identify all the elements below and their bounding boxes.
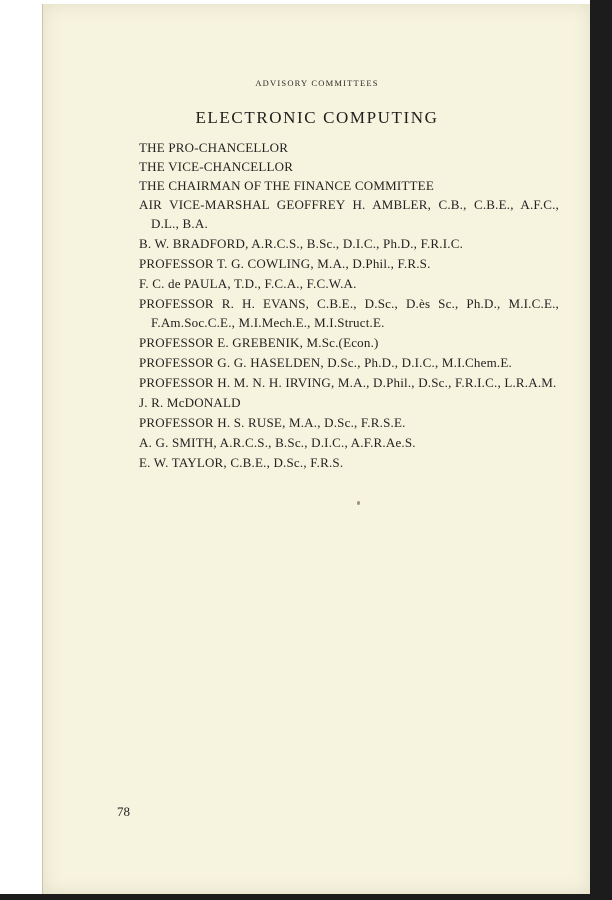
member-entry: THE CHAIRMAN OF THE FINANCE COMMITTEE xyxy=(139,178,434,193)
running-head: ADVISORY COMMITTEES xyxy=(255,78,379,88)
member-entry: E. W. TAYLOR, C.B.E., D.Sc., F.R.S. xyxy=(139,455,344,470)
member-entry: PROFESSOR H. M. N. H. IRVING, M.A., D.Phil., D.Sc., F.R.I.C., L.R.A.M. xyxy=(139,375,557,390)
committee-member-list xyxy=(139,138,559,472)
member-entry: A. G. SMITH, A.R.C.S., B.Sc., D.I.C., A.F.R.Ae.S. xyxy=(139,435,416,450)
page-sheet xyxy=(42,4,592,894)
member-entry: B. W. BRADFORD, A.R.C.S., B.Sc., D.I.C., Ph.D., F.R.I.C. xyxy=(139,236,464,251)
scan-edge-shadow xyxy=(590,0,612,900)
member-entry: J. R. McDONALD xyxy=(139,395,241,410)
section-title: ELECTRONIC COMPUTING xyxy=(195,108,439,127)
member-entry: AIR VICE-MARSHAL GEOFFREY H. AMBLER, C.B., C.B.E., A.F.C., D.L., B.A. xyxy=(139,197,559,231)
member-entry: PROFESSOR H. S. RUSE, M.A., D.Sc., F.R.S.E. xyxy=(139,415,406,430)
member-entry: F. C. de PAULA, T.D., F.C.A., F.C.W.A. xyxy=(139,276,357,291)
paper-speck xyxy=(357,501,360,505)
member-entry: PROFESSOR T. G. COWLING, M.A., D.Phil., F.R.S. xyxy=(139,256,431,271)
page-number: 78 xyxy=(117,804,130,819)
member-entry: THE PRO-CHANCELLOR xyxy=(139,140,289,155)
member-entry: THE VICE-CHANCELLOR xyxy=(139,159,294,174)
member-entry: PROFESSOR R. H. EVANS, C.B.E., D.Sc., D.ès Sc., Ph.D., M.I.C.E., F.Am.Soc.C.E., M.I.Mech.E., M.I.Struct.E. xyxy=(139,296,559,330)
member-entry: PROFESSOR G. G. HASELDEN, D.Sc., Ph.D., D.I.C., M.I.Chem.E. xyxy=(139,355,512,370)
scan-bottom-edge xyxy=(0,894,612,900)
member-entry: PROFESSOR E. GREBENIK, M.Sc.(Econ.) xyxy=(139,335,379,350)
